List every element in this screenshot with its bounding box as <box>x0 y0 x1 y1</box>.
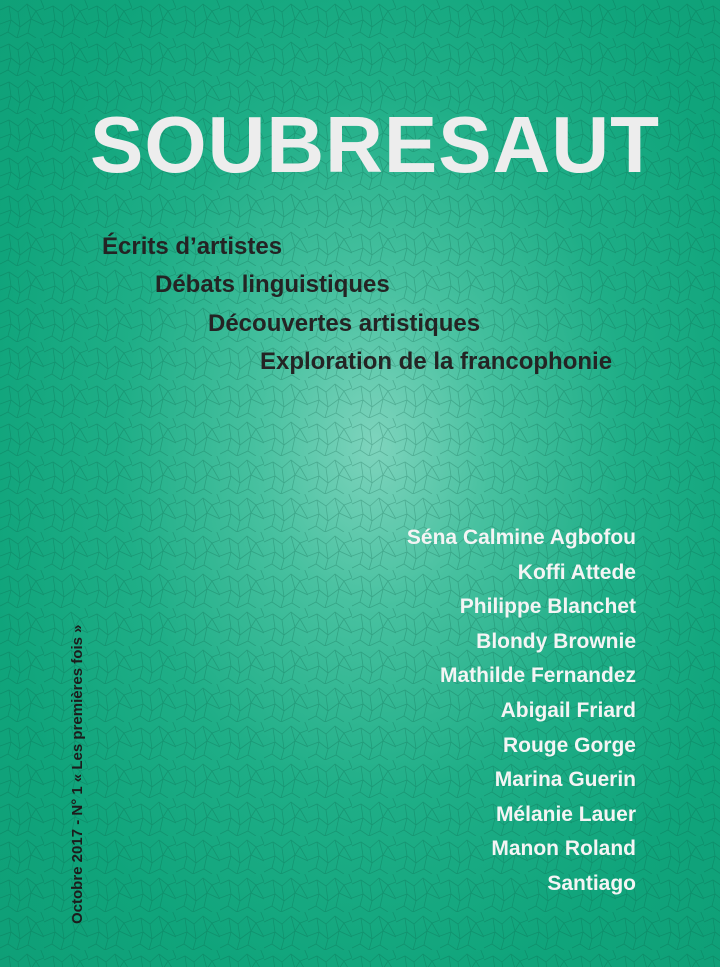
topic-writings: Écrits d’artistes <box>102 233 283 260</box>
author-name: Philippe Blanchet <box>459 595 636 619</box>
author-name: Mélanie Lauer <box>495 802 636 826</box>
author-name: Marina Guerin <box>494 768 636 792</box>
topic-debates: Débats linguistiques <box>155 271 390 298</box>
author-name: Manon Roland <box>491 837 636 861</box>
author-name: Blondy Brownie <box>476 629 636 653</box>
edition-info: Octobre 2017 - N° 1 « Les premières fois » <box>69 624 86 924</box>
author-name: Séna Calmine Agbofou <box>406 526 636 549</box>
author-name: Koffi Attede <box>517 560 636 584</box>
author-name: Santiago <box>547 871 636 895</box>
authors-list <box>407 521 636 902</box>
topic-discoveries: Découvertes artistiques <box>208 310 481 337</box>
topic-exploration: Exploration de la francophonie <box>260 348 613 375</box>
author-name: Abigail Friard <box>500 698 636 722</box>
author-name: Mathilde Fernandez <box>439 664 636 688</box>
author-name: Rouge Gorge <box>502 733 636 757</box>
magazine-title: SOUBRESAUT <box>90 100 661 189</box>
